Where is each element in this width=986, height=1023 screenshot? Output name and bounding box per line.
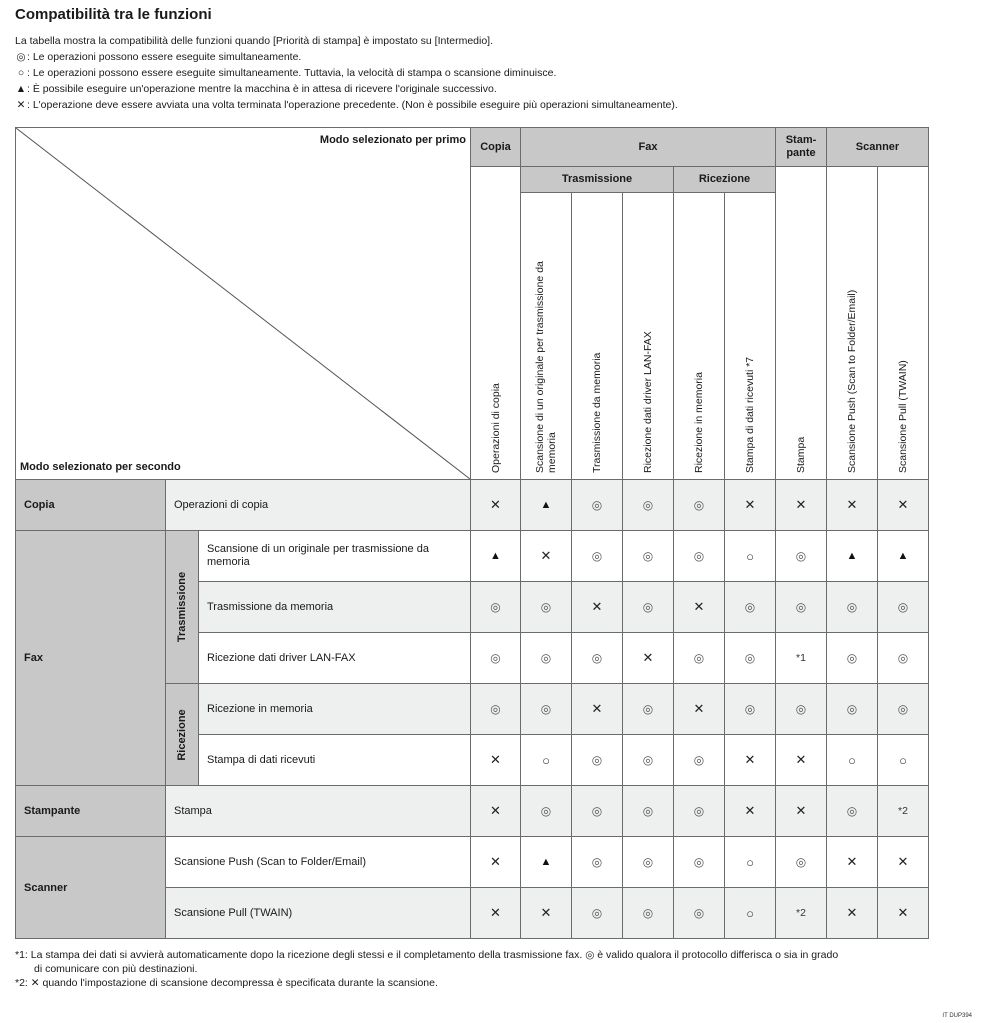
table-cell <box>470 785 521 837</box>
triangle-icon: ▲ <box>846 550 858 562</box>
table-cell <box>775 581 827 633</box>
double-circle-icon: ◎ <box>897 702 909 716</box>
table-row-label: Ricezione in memoria <box>198 683 471 735</box>
double-circle-icon: ◎ <box>693 498 705 512</box>
table-cell <box>877 479 929 531</box>
cross-icon: ✕ <box>540 548 552 563</box>
double-circle-icon: ◎ <box>490 600 501 614</box>
table-cell <box>470 632 521 684</box>
footnote-ref: *2 <box>796 907 806 919</box>
table-cell <box>724 683 776 735</box>
cross-icon: ✕ <box>693 701 705 716</box>
double-circle-icon: ◎ <box>693 804 705 818</box>
table-cell <box>520 887 572 939</box>
table-cell <box>877 836 929 888</box>
cross-icon: ✕ <box>591 701 603 716</box>
circle-icon: ○ <box>746 905 754 921</box>
table-cell <box>622 785 674 837</box>
double-circle-icon: ◎ <box>642 753 654 767</box>
table-cell <box>673 836 725 888</box>
table-cell <box>673 887 725 939</box>
triangle-icon: ▲ <box>15 83 27 95</box>
double-circle-icon: ◎ <box>490 651 501 665</box>
double-circle-icon: ◎ <box>591 906 603 920</box>
table-cell <box>775 530 827 582</box>
table-cell <box>470 683 521 735</box>
cross-icon: ✕ <box>846 497 858 512</box>
table-cell <box>877 530 929 582</box>
table-cell <box>571 836 623 888</box>
legend-text: : Le operazioni possono essere eseguite simultaneamente. Tuttavia, la velocità di stampa o scansione diminuisce. <box>27 67 557 79</box>
table-cell <box>622 683 674 735</box>
double-circle-icon: ◎ <box>897 651 909 665</box>
table-cell <box>673 479 725 531</box>
double-circle-icon: ◎ <box>540 651 552 665</box>
group-header-copia: Copia <box>470 127 521 167</box>
table-cell <box>571 632 623 684</box>
table-cell <box>520 785 572 837</box>
footnote-ref: *2 <box>898 805 908 817</box>
double-circle-icon: ◎ <box>846 804 858 818</box>
corner-bottom-label: Modo selezionato per secondo <box>20 461 181 473</box>
column-header <box>622 192 674 480</box>
legend-text: : Le operazioni possono essere eseguite simultaneamente. <box>27 51 302 63</box>
double-circle-icon: ◎ <box>642 855 654 869</box>
table-cell <box>724 836 776 888</box>
table-cell <box>826 836 878 888</box>
row-category-fax: Fax <box>15 530 166 786</box>
table-cell <box>571 530 623 582</box>
cross-icon: ✕ <box>897 854 909 869</box>
cross-icon: ✕ <box>795 803 807 818</box>
table-cell <box>877 785 929 837</box>
table-cell <box>775 734 827 786</box>
cross-icon: ✕ <box>897 905 909 920</box>
row-subcategory-ricezione-label: Ricezione <box>176 708 188 761</box>
cross-icon: ✕ <box>16 99 26 111</box>
cross-icon: ✕ <box>693 599 705 614</box>
table-cell <box>520 836 572 888</box>
table-row-label: Scansione Pull (TWAIN) <box>165 887 471 939</box>
image-code: IT DUP394 <box>942 1013 972 1019</box>
subgroup-header-trasmissione: Trasmissione <box>520 166 674 193</box>
table-cell <box>622 887 674 939</box>
column-header-label: Scansione Pull (TWAIN) <box>897 360 909 473</box>
table-cell <box>673 683 725 735</box>
legend-item <box>15 97 678 113</box>
table-cell <box>673 581 725 633</box>
legend-text: : È possibile eseguire un'operazione mentre la macchina è in attesa di ricevere l'originale successivo. <box>27 83 497 95</box>
table-cell <box>470 581 521 633</box>
table-cell <box>775 836 827 888</box>
legend-item <box>15 49 678 65</box>
footnote-2: *2: ✕ quando l'impostazione di scansione decompressa è specificata durante la scansione. <box>15 977 438 989</box>
double-circle-icon: ◎ <box>591 753 603 767</box>
double-circle-icon: ◎ <box>693 549 705 563</box>
table-cell <box>775 479 827 531</box>
column-header <box>673 192 725 480</box>
double-circle-icon: ◎ <box>744 651 756 665</box>
column-header <box>826 166 878 480</box>
column-header-label: Stampa <box>795 436 807 473</box>
group-header-scanner: Scanner <box>826 127 929 167</box>
table-cell <box>571 734 623 786</box>
table-cell <box>724 734 776 786</box>
table-cell <box>826 887 878 939</box>
table-row-label: Stampa di dati ricevuti <box>198 734 471 786</box>
table-row-label: Stampa <box>165 785 471 837</box>
column-header <box>724 192 776 480</box>
table-cell <box>724 530 776 582</box>
cross-icon: ✕ <box>795 497 807 512</box>
column-header-label: Ricezione in memoria <box>693 372 705 473</box>
table-cell <box>877 632 929 684</box>
cross-icon: ✕ <box>490 854 501 869</box>
column-header-label: Ricezione dati driver LAN-FAX <box>642 331 654 473</box>
table-cell <box>826 785 878 837</box>
group-header-fax: Fax <box>520 127 776 167</box>
cross-icon: ✕ <box>540 905 552 920</box>
double-circle-icon: ◎ <box>795 549 807 563</box>
double-circle-icon: ◎ <box>744 600 756 614</box>
table-cell <box>470 887 521 939</box>
triangle-icon: ▲ <box>540 856 552 868</box>
double-circle-icon: ◎ <box>591 855 603 869</box>
double-circle-icon: ◎ <box>795 600 807 614</box>
table-cell <box>622 530 674 582</box>
table-cell <box>622 734 674 786</box>
row-subcategory-trasmissione <box>165 530 199 684</box>
table-cell <box>775 683 827 735</box>
cross-icon: ✕ <box>744 803 756 818</box>
double-circle-icon: ◎ <box>591 498 603 512</box>
corner-cell <box>15 127 471 480</box>
row-category-stampante: Stampante <box>15 785 166 837</box>
subgroup-header-ricezione: Ricezione <box>673 166 776 193</box>
intro-text: La tabella mostra la compatibilità delle funzioni quando [Priorità di stampa] è impostato su [Intermedio]. <box>15 35 494 47</box>
row-subcategory-trasmissione-label: Trasmissione <box>176 571 188 643</box>
double-circle-icon: ◎ <box>540 600 552 614</box>
circle-icon: ○ <box>542 752 550 768</box>
double-circle-icon: ◎ <box>795 855 807 869</box>
cross-icon: ✕ <box>490 905 501 920</box>
table-cell <box>724 887 776 939</box>
table-cell <box>470 530 521 582</box>
cross-icon: ✕ <box>642 650 654 665</box>
circle-icon: ○ <box>17 67 25 79</box>
cross-icon: ✕ <box>490 497 501 512</box>
table-cell <box>724 479 776 531</box>
column-header-label: Operazioni di copia <box>489 383 502 473</box>
double-circle-icon: ◎ <box>540 702 552 716</box>
double-circle-icon: ◎ <box>642 549 654 563</box>
table-cell <box>571 785 623 837</box>
double-circle-icon: ◎ <box>744 702 756 716</box>
table-row-label: Trasmissione da memoria <box>198 581 471 633</box>
table-cell <box>877 734 929 786</box>
table-row-label: Operazioni di copia <box>165 479 471 531</box>
column-header-label: Stampa di dati ricevuti *7 <box>744 356 756 473</box>
table-cell <box>673 632 725 684</box>
double-circle-icon: ◎ <box>16 51 26 63</box>
legend-text: : L'operazione deve essere avviata una volta terminata l'operazione precedente. (Non è possibile eseguire più operazioni simultaneamente). <box>27 99 678 111</box>
triangle-icon: ▲ <box>540 499 552 511</box>
double-circle-icon: ◎ <box>693 753 705 767</box>
table-cell <box>520 632 572 684</box>
footnotes <box>15 948 838 990</box>
double-circle-icon: ◎ <box>591 651 603 665</box>
table-cell <box>877 581 929 633</box>
corner-top-label: Modo selezionato per primo <box>319 134 466 146</box>
intro-block <box>15 33 678 113</box>
table-cell <box>571 887 623 939</box>
double-circle-icon: ◎ <box>642 906 654 920</box>
table-cell <box>775 785 827 837</box>
triangle-icon: ▲ <box>490 550 501 562</box>
table-row-label: Scansione di un originale per trasmissione da memoria <box>198 530 471 582</box>
cross-icon: ✕ <box>490 803 501 818</box>
table-cell <box>622 479 674 531</box>
diagonal-line <box>16 128 470 479</box>
table-cell <box>826 632 878 684</box>
legend-item <box>15 81 678 97</box>
cross-icon: ✕ <box>846 854 858 869</box>
table-cell <box>520 683 572 735</box>
double-circle-icon: ◎ <box>795 702 807 716</box>
double-circle-icon: ◎ <box>693 855 705 869</box>
table-cell <box>470 734 521 786</box>
triangle-icon: ▲ <box>897 550 909 562</box>
table-row-label: Scansione Push (Scan to Folder/Email) <box>165 836 471 888</box>
circle-icon: ○ <box>746 548 754 564</box>
table-cell <box>622 581 674 633</box>
table-cell <box>775 887 827 939</box>
double-circle-icon: ◎ <box>540 804 552 818</box>
table-cell <box>622 632 674 684</box>
table-cell <box>470 836 521 888</box>
double-circle-icon: ◎ <box>642 804 654 818</box>
column-header <box>775 166 827 480</box>
table-cell <box>571 683 623 735</box>
cross-icon: ✕ <box>591 599 603 614</box>
cross-icon: ✕ <box>744 497 756 512</box>
table-cell <box>571 479 623 531</box>
footnote-1-cont: di comunicare con più destinazioni. <box>34 963 198 975</box>
table-cell <box>673 734 725 786</box>
legend-item <box>15 65 678 81</box>
table-cell <box>724 632 776 684</box>
double-circle-icon: ◎ <box>693 651 705 665</box>
table-row-label: Ricezione dati driver LAN-FAX <box>198 632 471 684</box>
double-circle-icon: ◎ <box>846 702 858 716</box>
table-cell <box>826 530 878 582</box>
circle-icon: ○ <box>848 752 856 768</box>
footnote-1: *1: La stampa dei dati si avvierà automaticamente dopo la ricezione degli stessi e il completamento della trasmissione fax. ◎ è valido qualora il protocollo differisca o sia in grado <box>15 949 839 961</box>
double-circle-icon: ◎ <box>897 600 909 614</box>
table-cell <box>470 479 521 531</box>
column-header-label: Scansione di un originale per trasmissione da memoria <box>534 261 558 473</box>
double-circle-icon: ◎ <box>591 804 603 818</box>
table-cell <box>571 581 623 633</box>
cross-icon: ✕ <box>846 905 858 920</box>
double-circle-icon: ◎ <box>591 549 603 563</box>
group-header-stampante: Stam- pante <box>775 127 827 167</box>
row-category-copia: Copia <box>15 479 166 531</box>
row-category-scanner: Scanner <box>15 836 166 939</box>
table-cell <box>622 836 674 888</box>
column-header-label: Scansione Push (Scan to Folder/Email) <box>846 289 858 473</box>
column-header <box>571 192 623 480</box>
footnote-ref: *1 <box>796 652 806 664</box>
double-circle-icon: ◎ <box>642 702 654 716</box>
table-cell <box>520 530 572 582</box>
page-title: Compatibilità tra le funzioni <box>15 6 212 23</box>
table-cell <box>826 683 878 735</box>
cross-icon: ✕ <box>897 497 909 512</box>
table-cell <box>826 581 878 633</box>
double-circle-icon: ◎ <box>642 498 654 512</box>
column-header-label: Trasmissione da memoria <box>591 352 603 473</box>
table-cell <box>724 785 776 837</box>
table-cell <box>520 734 572 786</box>
table-cell <box>826 479 878 531</box>
double-circle-icon: ◎ <box>490 702 501 716</box>
circle-icon: ○ <box>746 854 754 870</box>
table-cell <box>673 785 725 837</box>
double-circle-icon: ◎ <box>846 651 858 665</box>
table-cell <box>877 887 929 939</box>
cross-icon: ✕ <box>490 752 501 767</box>
column-header <box>470 166 521 480</box>
table-cell <box>775 632 827 684</box>
table-cell <box>826 734 878 786</box>
table-cell <box>673 530 725 582</box>
cross-icon: ✕ <box>795 752 807 767</box>
table-cell <box>520 581 572 633</box>
row-subcategory-ricezione <box>165 683 199 786</box>
table-cell <box>520 479 572 531</box>
double-circle-icon: ◎ <box>642 600 654 614</box>
cross-icon: ✕ <box>744 752 756 767</box>
double-circle-icon: ◎ <box>693 906 705 920</box>
column-header <box>520 192 572 480</box>
table-cell <box>877 683 929 735</box>
table-cell <box>724 581 776 633</box>
double-circle-icon: ◎ <box>846 600 858 614</box>
circle-icon: ○ <box>899 752 907 768</box>
column-header <box>877 166 929 480</box>
